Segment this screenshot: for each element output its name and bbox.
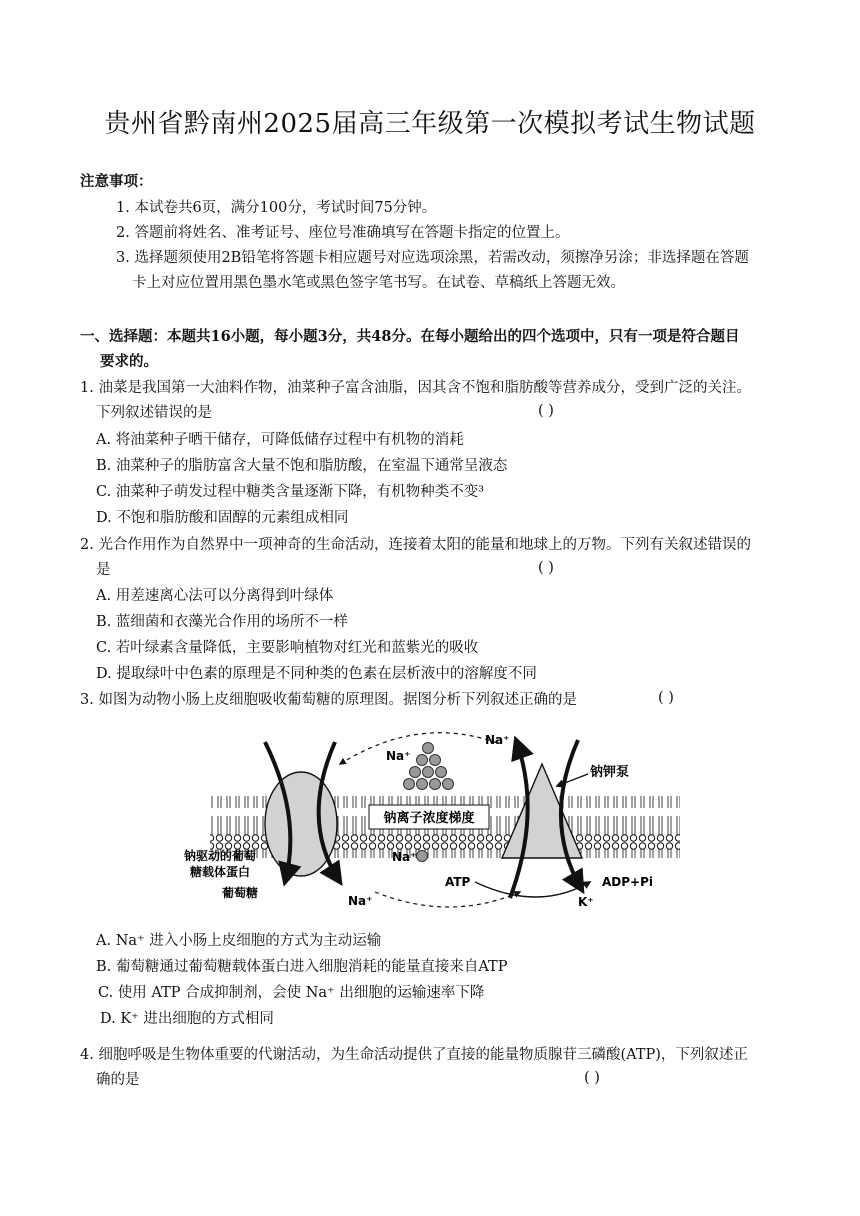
notice-item: 2. 答题前将姓名、准考证号、座位号准确填写在答题卡指定的位置上。 xyxy=(116,225,570,241)
adp-label: ADP+Pi xyxy=(602,875,654,889)
option-d: D. K⁺ 进出细胞的方式相同 xyxy=(100,1011,274,1027)
na-single-label: Na⁺ xyxy=(392,850,417,864)
na-cluster-label: Na⁺ xyxy=(386,749,411,763)
notice-item: 卡上对应位置用黑色墨水笔或黑色签字笔书写。在试卷、草稿纸上答题无效。 xyxy=(132,275,625,291)
question-4-stem: 4. 细胞呼吸是生物体重要的代谢活动，为生命活动提供了直接的能量物质腺苷三磷酸(ATP)，下列叙述正 xyxy=(80,1047,748,1063)
option-c: C. 油菜种子萌发过程中糖类含量逐渐下降，有机物种类不变³ xyxy=(96,484,485,500)
option-a: A. 用差速离心法可以分离得到叶绿体 xyxy=(96,588,334,604)
notice-item: 1. 本试卷共6页，满分100分，考试时间75分钟。 xyxy=(116,200,437,216)
question-2-stem: 2. 光合作用作为自然界中一项神奇的生命活动，连接着太阳的能量和地球上的万物。下列有关叙述错误的 xyxy=(80,537,751,553)
notice-item: 3. 选择题须使用2B铅笔将答题卡相应题号对应选项涂黑，若需改动，须擦净另涂；非选择题在答题 xyxy=(116,250,749,266)
option-c: C. 使用 ATP 合成抑制剂，会使 Na⁺ 出细胞的运输速率下降 xyxy=(98,985,485,1001)
glucose-label: 葡萄糖 xyxy=(222,886,259,900)
atp-label: ATP xyxy=(445,875,471,889)
section-heading: 要求的。 xyxy=(100,353,158,370)
atp-to-adp-arrow xyxy=(475,882,590,897)
option-a: A. 将油菜种子晒干储存，可降低储存过程中有机物的消耗 xyxy=(96,432,464,448)
answer-paren: ( ) xyxy=(538,403,554,419)
question-4-stem: 确的是 xyxy=(96,1072,140,1088)
k-label: K⁺ xyxy=(578,895,594,909)
answer-paren: ( ) xyxy=(658,690,674,706)
dashed-arrow-bottom xyxy=(375,892,520,907)
option-a: A. Na⁺ 进入小肠上皮细胞的方式为主动运输 xyxy=(96,933,382,949)
question-3-stem: 3. 如图为动物小肠上皮细胞吸收葡萄糖的原理图。据图分析下列叙述正确的是 xyxy=(80,692,577,708)
option-b: B. 蓝细菌和衣藻光合作用的场所不一样 xyxy=(96,614,348,630)
carrier-label-line2: 糖载体蛋白 xyxy=(190,865,251,879)
page-title: 贵州省黔南州2025届高三年级第一次模拟考试生物试题 xyxy=(104,109,756,139)
option-c: C. 若叶绿素含量降低，主要影响植物对红光和蓝紫光的吸收 xyxy=(96,640,479,656)
answer-paren: ( ) xyxy=(584,1070,600,1086)
question-1-stem: 1. 油菜是我国第一大油料作物，油菜种子富含油脂，因其含不饱和脂肪酸等营养成分，受到广泛的关注。 xyxy=(80,380,751,396)
sodium-ion-cluster xyxy=(404,743,454,790)
option-b: B. 油菜种子的脂肪富含大量不饱和脂肪酸，在室温下通常呈液态 xyxy=(96,458,508,474)
option-d: D. 提取绿叶中色素的原理是不同种类的色素在层析液中的溶解度不同 xyxy=(96,666,537,682)
na-top-right-label: Na⁺ xyxy=(485,733,510,747)
sodium-glucose-transport-figure xyxy=(170,722,690,918)
option-b: B. 葡萄糖通过葡萄糖载体蛋白进入细胞消耗的能量直接来自ATP xyxy=(96,959,508,975)
notice-heading: 注意事项： xyxy=(80,173,153,190)
answer-paren: ( ) xyxy=(538,560,554,576)
pump-label: 钠钾泵 xyxy=(590,765,630,780)
question-1-stem: 下列叙述错误的是 xyxy=(96,405,212,421)
na-bottom-label: Na⁺ xyxy=(348,894,373,908)
carrier-label-line1: 钠驱动的葡萄 xyxy=(184,849,257,863)
section-heading: 一、选择题：本题共16小题，每小题3分，共48分。在每小题给出的四个选项中，只有一项是符合题目 xyxy=(80,328,740,345)
gradient-label: 钠离子浓度梯度 xyxy=(383,811,475,826)
option-d: D. 不饱和脂肪酸和固醇的元素组成相同 xyxy=(96,510,349,526)
question-2-stem: 是 xyxy=(96,562,111,578)
sodium-ion xyxy=(417,851,428,862)
